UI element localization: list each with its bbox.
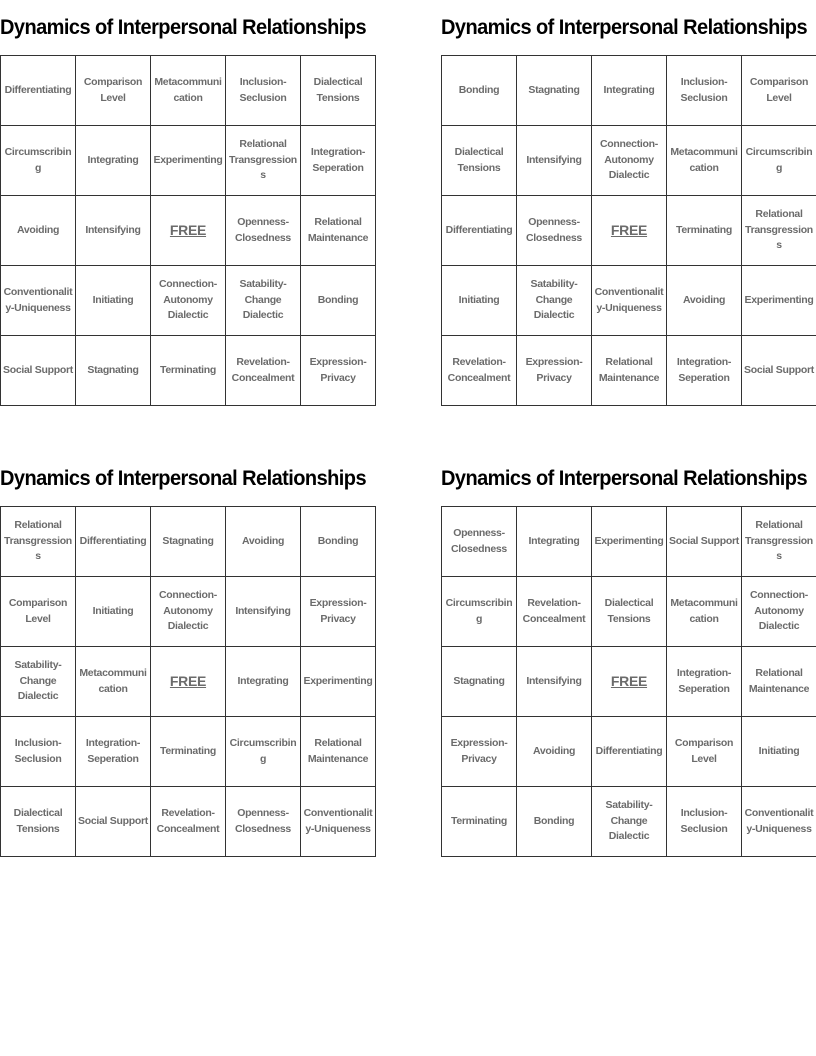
bingo-cell-label: Integration-Seperation — [676, 356, 732, 384]
bingo-cell — [442, 56, 517, 126]
bingo-cell-label: Relational Maintenance — [748, 667, 810, 695]
bingo-cell — [1, 507, 76, 577]
bingo-cell-label: Integration-Seperation — [85, 737, 141, 765]
bingo-cell — [226, 717, 301, 787]
bingo-cell-label: Experimenting — [594, 534, 664, 547]
bingo-cell-label: Relational Transgressions — [745, 519, 813, 563]
bingo-cell-label: Conventionality-Uniqueness — [3, 286, 73, 314]
bingo-cell-label: Inclusion-Seclusion — [680, 76, 728, 104]
bingo-cell — [442, 126, 517, 196]
bingo-cell-label: Inclusion-Seclusion — [680, 807, 728, 835]
bingo-cell-label: FREE — [610, 221, 648, 238]
bingo-cell — [742, 507, 816, 577]
bingo-grid — [0, 506, 376, 857]
bingo-cell-label: Inclusion-Seclusion — [14, 737, 62, 765]
bingo-cell-label: Bonding — [533, 814, 575, 827]
bingo-cell — [667, 196, 742, 266]
bingo-cell — [592, 717, 667, 787]
bingo-cell — [1, 717, 76, 787]
bingo-cell — [517, 507, 592, 577]
bingo-cell — [226, 196, 301, 266]
bingo-grid — [0, 55, 376, 406]
bingo-cell-label: Social Support — [669, 534, 739, 547]
bingo-cell-label: Integrating — [237, 674, 289, 687]
bingo-cell-label: FREE — [169, 221, 207, 238]
bingo-cell-label: Revelation-Concealment — [156, 807, 220, 835]
bingo-cell-label: Expression-Privacy — [525, 356, 583, 384]
bingo-cell-label: Stagnating — [162, 534, 214, 547]
bingo-cell-label: Connection-Autonomy Dialectic — [750, 589, 808, 633]
bingo-cell-label: Comparison Level — [674, 737, 734, 765]
bingo-cell — [667, 336, 742, 406]
bingo-cell — [76, 266, 151, 336]
bingo-cell-label: Social Support — [3, 363, 73, 376]
bingo-cell-label: Metacommunication — [670, 146, 738, 174]
bingo-cell — [1, 56, 76, 126]
bingo-cell — [667, 787, 742, 857]
bingo-cell-label: Terminating — [159, 744, 216, 757]
bingo-cell-label: Comparison Level — [83, 76, 143, 104]
bingo-cell — [1, 577, 76, 647]
bingo-cell — [742, 336, 816, 406]
bingo-cell-label: Avoiding — [532, 744, 576, 757]
bingo-cell — [517, 336, 592, 406]
bingo-cell — [151, 577, 226, 647]
bingo-cell-label: Relational Transgressions — [4, 519, 72, 563]
bingo-cell-label: Initiating — [92, 293, 134, 306]
bingo-cell-label: Bonding — [458, 83, 500, 96]
bingo-cell-label: Connection-Autonomy Dialectic — [600, 138, 658, 182]
bingo-cell-label: Initiating — [458, 293, 500, 306]
bingo-cell-label: Circumscribing — [229, 737, 297, 765]
bingo-cell — [742, 266, 816, 336]
bingo-cell-label: Comparison Level — [8, 597, 68, 625]
bingo-cell-label: Circumscribing — [4, 146, 72, 174]
bingo-cell-label: Experimenting — [303, 674, 373, 687]
bingo-cell-label: Dialectical Tensions — [454, 146, 504, 174]
bingo-cell-label: Integrating — [528, 534, 580, 547]
bingo-cell-label: Expression-Privacy — [309, 597, 367, 625]
bingo-cell — [76, 577, 151, 647]
bingo-cell-label: Bonding — [317, 293, 359, 306]
bingo-cell — [442, 507, 517, 577]
bingo-cell-label: Comparison Level — [749, 76, 809, 104]
bingo-cell-label: Relational Transgressions — [745, 208, 813, 252]
bingo-cell — [76, 717, 151, 787]
bingo-cell-label: Differentiating — [445, 223, 513, 236]
bingo-cell — [592, 787, 667, 857]
bingo-cell — [517, 196, 592, 266]
bingo-cell-label: Openness-Closedness — [526, 216, 582, 244]
bingo-cell — [151, 126, 226, 196]
bingo-cell — [151, 266, 226, 336]
bingo-cell-label: Metacommunication — [79, 667, 147, 695]
bingo-cell — [742, 56, 816, 126]
bingo-cell-label: Avoiding — [16, 223, 60, 236]
free-space — [151, 647, 226, 717]
bingo-cell-label: Dialectical Tensions — [604, 597, 654, 625]
bingo-cell-label: Satability-Change Dialectic — [239, 278, 287, 322]
bingo-cell-label: Experimenting — [744, 293, 814, 306]
bingo-cell — [226, 577, 301, 647]
bingo-cell — [742, 717, 816, 787]
bingo-cell-label: Openness-Closedness — [451, 527, 507, 555]
bingo-cell — [1, 126, 76, 196]
bingo-cell — [742, 577, 816, 647]
bingo-cell — [76, 787, 151, 857]
bingo-cell — [667, 126, 742, 196]
bingo-cell — [151, 56, 226, 126]
bingo-cell — [517, 577, 592, 647]
free-space — [151, 196, 226, 266]
bingo-cell-label: Inclusion-Seclusion — [239, 76, 287, 104]
bingo-cell-label: Satability-Change Dialectic — [605, 799, 653, 843]
bingo-cell-label: Openness-Closedness — [235, 216, 291, 244]
bingo-cell-label: Terminating — [675, 223, 732, 236]
card-title: Dynamics of Interpersonal Relationships — [0, 15, 367, 39]
bingo-cell-label: Revelation-Concealment — [522, 597, 586, 625]
bingo-cell — [76, 507, 151, 577]
bingo-cell-label: Relational Maintenance — [307, 216, 369, 244]
bingo-cell — [667, 507, 742, 577]
bingo-cell-label: Satability-Change Dialectic — [14, 659, 62, 703]
bingo-cell-label: Experimenting — [153, 153, 223, 166]
bingo-cell-label: Expression-Privacy — [450, 737, 508, 765]
bingo-cell — [301, 56, 376, 126]
bingo-cell — [151, 787, 226, 857]
bingo-cell-label: Integrating — [603, 83, 655, 96]
bingo-cell-label: Dialectical Tensions — [313, 76, 363, 104]
bingo-cell-label: Conventionality-Uniqueness — [744, 807, 814, 835]
bingo-cell — [667, 266, 742, 336]
bingo-cell-label: Relational Maintenance — [598, 356, 660, 384]
bingo-cell — [442, 266, 517, 336]
card-title: Dynamics of Interpersonal Relationships — [441, 15, 808, 39]
bingo-cell — [742, 787, 816, 857]
bingo-cell-label: Circumscribing — [445, 597, 513, 625]
bingo-cell — [592, 577, 667, 647]
bingo-cell — [442, 196, 517, 266]
bingo-cell-label: Metacommunication — [670, 597, 738, 625]
bingo-cell — [442, 647, 517, 717]
bingo-cell — [442, 577, 517, 647]
bingo-cell — [226, 126, 301, 196]
bingo-cell — [76, 336, 151, 406]
bingo-cell — [151, 507, 226, 577]
bingo-cell-label: Differentiating — [79, 534, 147, 547]
bingo-cell — [442, 787, 517, 857]
bingo-cell — [517, 787, 592, 857]
bingo-cell — [226, 647, 301, 717]
bingo-cell-label: Intensifying — [85, 223, 141, 236]
bingo-cell-label: Connection-Autonomy Dialectic — [159, 278, 217, 322]
bingo-cell-label: Stagnating — [453, 674, 505, 687]
bingo-cell — [442, 336, 517, 406]
bingo-cell-label: Dialectical Tensions — [13, 807, 63, 835]
bingo-cell — [151, 336, 226, 406]
card-title: Dynamics of Interpersonal Relationships — [0, 466, 367, 490]
bingo-cell — [517, 717, 592, 787]
bingo-cell-label: Social Support — [744, 363, 814, 376]
bingo-cell — [1, 266, 76, 336]
bingo-cell-label: Bonding — [317, 534, 359, 547]
bingo-cell-label: Expression-Privacy — [309, 356, 367, 384]
bingo-cell — [1, 647, 76, 717]
bingo-cell — [442, 717, 517, 787]
bingo-cell — [76, 647, 151, 717]
bingo-cell — [1, 336, 76, 406]
bingo-cell — [667, 717, 742, 787]
bingo-cell-label: Initiating — [758, 744, 800, 757]
bingo-cell — [301, 647, 376, 717]
bingo-cell — [667, 647, 742, 717]
bingo-cell — [592, 336, 667, 406]
bingo-cell — [301, 507, 376, 577]
bingo-cell-label: Avoiding — [241, 534, 285, 547]
bingo-cell-label: Satability-Change Dialectic — [530, 278, 578, 322]
bingo-cell — [301, 787, 376, 857]
bingo-cell-label: Differentiating — [595, 744, 663, 757]
bingo-cell-label: Openness-Closedness — [235, 807, 291, 835]
bingo-cell-label: Integration-Seperation — [676, 667, 732, 695]
bingo-cell-label: Differentiating — [4, 83, 72, 96]
bingo-cell — [667, 577, 742, 647]
bingo-cell-label: Social Support — [78, 814, 148, 827]
bingo-cell — [517, 266, 592, 336]
bingo-cell-label: Intensifying — [235, 604, 291, 617]
bingo-cell — [742, 196, 816, 266]
bingo-cell-label: Relational Maintenance — [307, 737, 369, 765]
bingo-cell — [301, 126, 376, 196]
bingo-cell — [301, 717, 376, 787]
bingo-cell-label: Intensifying — [526, 153, 582, 166]
bingo-cell — [226, 266, 301, 336]
bingo-cell — [301, 196, 376, 266]
bingo-cell — [742, 647, 816, 717]
bingo-cell — [226, 507, 301, 577]
bingo-cell-label: Integration-Seperation — [310, 146, 366, 174]
bingo-cell — [301, 577, 376, 647]
bingo-cell-label: Terminating — [159, 363, 216, 376]
bingo-cell — [667, 56, 742, 126]
bingo-cell — [226, 787, 301, 857]
bingo-cell — [592, 126, 667, 196]
bingo-cell — [517, 126, 592, 196]
bingo-cell-label: Stagnating — [528, 83, 580, 96]
bingo-grid — [441, 55, 816, 406]
bingo-cell — [301, 336, 376, 406]
bingo-cell-label: FREE — [610, 672, 648, 689]
bingo-cell-label: Revelation-Concealment — [231, 356, 295, 384]
bingo-cell-label: Stagnating — [87, 363, 139, 376]
bingo-cell — [742, 126, 816, 196]
bingo-cell — [226, 56, 301, 126]
bingo-cell-label: Connection-Autonomy Dialectic — [159, 589, 217, 633]
bingo-cell-label: Metacommunication — [154, 76, 222, 104]
bingo-cell — [517, 647, 592, 717]
bingo-cell — [76, 56, 151, 126]
bingo-cell-label: Initiating — [92, 604, 134, 617]
bingo-cell — [592, 507, 667, 577]
bingo-cell — [151, 717, 226, 787]
bingo-cell — [76, 196, 151, 266]
bingo-cell-label: Intensifying — [526, 674, 582, 687]
bingo-grid — [441, 506, 816, 857]
bingo-cell — [226, 336, 301, 406]
bingo-cell — [76, 126, 151, 196]
bingo-cell — [592, 266, 667, 336]
bingo-cell-label: Conventionality-Uniqueness — [303, 807, 373, 835]
free-space — [592, 647, 667, 717]
free-space — [592, 196, 667, 266]
bingo-cell — [1, 196, 76, 266]
bingo-cell — [517, 56, 592, 126]
bingo-cell-label: Revelation-Concealment — [447, 356, 511, 384]
bingo-cell-label: Circumscribing — [745, 146, 813, 174]
bingo-cell-label: Relational Transgressions — [229, 138, 297, 182]
bingo-cell-label: Terminating — [450, 814, 507, 827]
bingo-cell — [301, 266, 376, 336]
bingo-cell-label: Integrating — [87, 153, 139, 166]
bingo-cell — [592, 56, 667, 126]
bingo-cell-label: Avoiding — [682, 293, 726, 306]
bingo-cell — [1, 787, 76, 857]
bingo-cell-label: FREE — [169, 672, 207, 689]
card-title: Dynamics of Interpersonal Relationships — [441, 466, 808, 490]
bingo-cell-label: Conventionality-Uniqueness — [594, 286, 664, 314]
